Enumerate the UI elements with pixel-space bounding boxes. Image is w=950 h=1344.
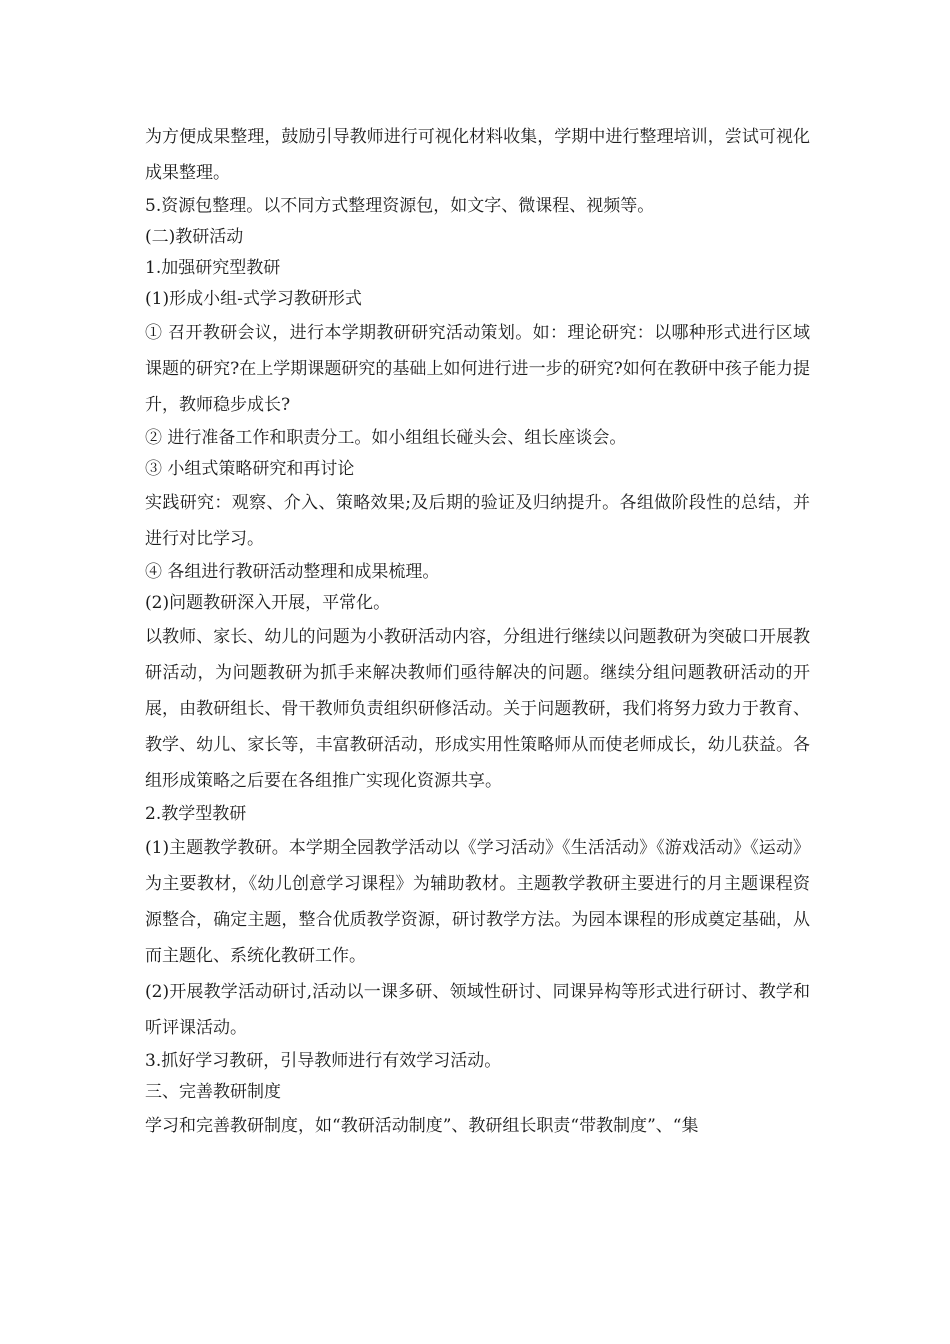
paragraph-theme-teaching: (1)主题教学教研。本学期全园教学活动以《学习活动》《生活活动》《游戏活动》《运动》为主要教材，《幼儿创意学习课程》为辅助教材。主题教学教研主要进行的月主题课程资源整合，确定主题，整合优质教学资源，研讨教学方法。为园本课程的形成奠定基础，从而主题化、系统化教研工作。 <box>145 838 810 966</box>
paragraph-practice-research: 实践研究：观察、介入、策略效果;及后期的验证及归纳提升。各组做阶段性的总结，并进行对比学习。 <box>145 493 810 549</box>
paragraph-visual-materials: 为方便成果整理，鼓励引导教师进行可视化材料收集，学期中进行整理培训，尝试可视化成果整理。 <box>145 127 810 183</box>
heading-teaching-type: 2.教学型教研 <box>145 804 247 824</box>
paragraph-item-3: ③ 小组式策略研究和再讨论 <box>145 459 355 479</box>
document-body <box>145 119 810 1144</box>
paragraph-item-2: ② 进行准备工作和职责分工。如小组组长碰头会、组长座谈会。 <box>145 428 627 448</box>
paragraph-item-4: ④ 各组进行教研活动整理和成果梳理。 <box>145 562 440 582</box>
heading-research-type: 1.加强研究型教研 <box>145 258 281 278</box>
paragraph-learning-research: 3.抓好学习教研，引导教师进行有效学习活动。 <box>145 1051 502 1071</box>
heading-problem-research: (2)问题教研深入开展，平常化。 <box>145 593 391 613</box>
paragraph-system-detail: 学习和完善教研制度，如“教研活动制度”、教研组长职责“带教制度”、“集 <box>145 1116 699 1136</box>
paragraph-item-1: ① 召开教研会议，进行本学期教研研究活动策划。如：理论研究：以哪种形式进行区域课题的研究?在上学期课题研究的基础上如何进行进一步的研究?如何在教研中孩子能力提升，教师稳步成长? <box>145 323 810 415</box>
heading-teaching-research-activities: (二)教研活动 <box>145 227 244 247</box>
paragraph-teaching-seminar: (2)开展教学活动研讨,活动以一课多研、领域性研讨、同课异构等形式进行研讨、教学和听评课活动。 <box>145 982 810 1038</box>
heading-group-learning: (1)形成小组-式学习教研形式 <box>145 289 362 309</box>
paragraph-problem-research-detail: 以教师、家长、幼儿的问题为小教研活动内容，分组进行继续以问题教研为突破口开展教研活动，为问题教研为抓手来解决教师们亟待解决的问题。继续分组问题教研活动的开展，由教研组长、骨干教师负责组织研修活动。关于问题教研，我们将努力致力于教育、教学、幼儿、家长等，丰富教研活动，形成实用性策略师从而使老师成长，幼儿获益。各组形成策略之后要在各组推广实现化资源共享。 <box>145 627 810 791</box>
heading-improve-system: 三、完善教研制度 <box>145 1082 281 1102</box>
paragraph-resource-package: 5.资源包整理。以不同方式整理资源包，如文字、微课程、视频等。 <box>145 196 655 216</box>
